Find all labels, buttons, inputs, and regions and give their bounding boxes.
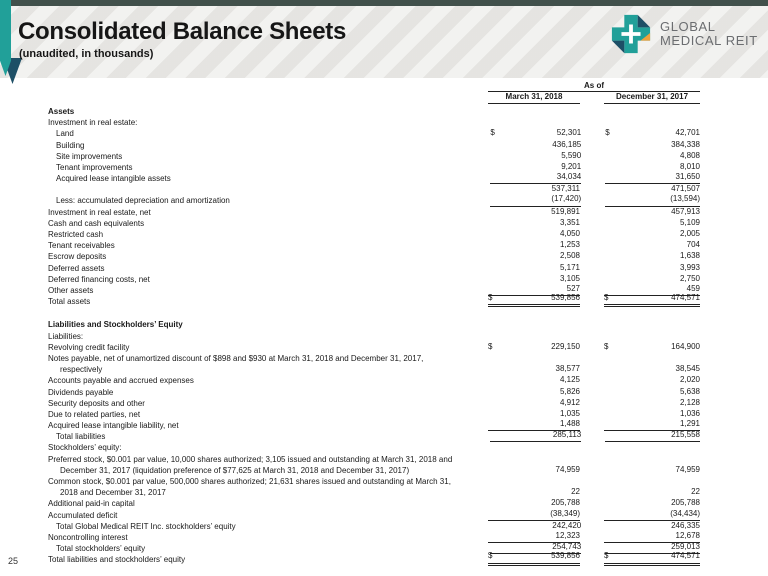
row-label: Total liabilities [56,432,106,442]
table-row [48,375,700,386]
table-row [48,353,700,375]
dollar-sign: $ [604,551,609,561]
value: 457,913 [671,206,700,216]
value: (13,594) [670,194,700,204]
row-label: Revolving credit facility [48,342,130,352]
table-row [48,442,700,453]
table-row [48,420,700,431]
row-label: Investment in real estate, net [48,207,151,217]
table-row [48,218,700,229]
row-label: Less: accumulated depreciation and amortization [56,196,230,206]
value-cell-c2 [604,292,700,307]
value: 5,826 [559,386,580,396]
value: 205,788 [551,498,580,508]
value-cell-c2 [605,429,700,442]
row-label: Site improvements [56,151,123,161]
page-number: 25 [8,556,19,566]
value: 4,808 [679,150,700,160]
value: 436,185 [552,139,582,149]
row-label: Liabilities and Stockholders’ Equity [48,320,183,330]
value: 1,488 [559,419,580,429]
value-cell-c1 [488,550,580,565]
row-label: Noncontrolling interest [48,532,128,542]
table-row [48,319,700,330]
row-label: Common stock, $0.001 par value, 500,000 shares authorized; 21,631 shares issued and outstanding at March 31, 2018 and December 31, 2017 [48,476,488,498]
table-row [48,196,700,207]
value: 2,020 [679,375,700,385]
value: 527 [566,283,580,293]
table-row [48,293,700,307]
value: 3,351 [559,217,580,227]
value: 259,013 [671,542,700,552]
value: 38,577 [555,364,580,374]
value: (34,434) [670,508,700,518]
value: 34,034 [556,172,582,182]
value: 285,113 [552,430,582,440]
table-row [48,240,700,251]
logo-line1: GLOBAL [660,19,716,34]
value: 1,291 [679,419,700,429]
page-title: Consolidated Balance Sheets [18,18,346,45]
logo-text [660,20,758,48]
row-label: Dividends payable [48,387,114,397]
value: 242,420 [552,520,582,530]
column-header-2017: December 31, 2017 [604,91,700,104]
value: 22 [571,487,580,497]
value: 5,171 [559,262,580,272]
row-label: Building [56,140,85,150]
dollar-sign: $ [488,293,493,303]
row-label-line2: respectively [60,365,103,375]
table-row [48,207,700,218]
column-header-2018: March 31, 2018 [488,91,580,104]
table-row [48,431,700,442]
row-label: Stockholders’ equity: [48,443,122,453]
value: (38,349) [550,508,580,518]
value: 474,571 [671,293,700,303]
table-row [48,128,700,139]
table-row [48,106,700,117]
table-row [48,274,700,285]
value: 2,508 [559,251,580,261]
row-label: Investment in real estate: [48,118,138,128]
table-row [48,173,700,184]
dollar-sign: $ [604,293,609,303]
value-cell-c2 [604,550,700,565]
row-label: Accounts payable and accrued expenses [48,376,194,386]
row-label: Accumulated deficit [48,510,118,520]
table-row [48,409,700,420]
row-label: Acquired lease intangible assets [56,174,171,184]
table-row [48,184,700,195]
dollar-sign: $ [605,128,610,138]
table-row [48,543,700,554]
table-row [48,532,700,543]
value-cell-c2 [604,330,700,331]
row-label: Escrow deposits [48,252,107,262]
row-label: Cash and cash equivalents [48,218,145,228]
table-row [48,454,700,476]
value: 537,311 [551,184,580,194]
row-label: Total Global Medical REIT Inc. stockholders’ equity [56,521,236,531]
value: 8,010 [679,161,700,171]
row-label: Restricted cash [48,230,104,240]
row-label: Deferred assets [48,263,105,273]
value-cell-c1 [488,341,580,353]
value: 1,638 [679,251,700,261]
value-cell-c2 [604,341,700,353]
row-label: Total assets [48,297,91,307]
value: 254,743 [552,542,582,552]
value: 2,128 [679,397,700,407]
row-label: Total liabilities and stockholders’ equity [48,555,186,565]
table-row [48,140,700,151]
value: 3,105 [559,273,580,283]
logo-line2: MEDICAL REIT [660,33,758,48]
value: 31,650 [675,172,700,182]
row-label-line2: 2018 and December 31, 2017 [60,488,166,498]
page-subtitle: (unaudited, in thousands) [19,48,154,60]
value: 4,050 [559,229,580,239]
table-row [48,551,700,565]
value: 12,678 [675,530,700,540]
table-row [48,387,700,398]
value: 38,545 [675,364,700,374]
table-row [48,229,700,240]
value-cell-c1 [488,116,580,117]
table-row [48,307,700,319]
value: 1,035 [559,408,580,418]
value: 1,253 [559,240,580,250]
value: 12,323 [555,530,580,540]
value-cell-c1 [488,330,580,331]
as-of-label: As of [488,80,700,92]
column-headers [48,92,700,104]
value: 215,558 [671,430,700,440]
table-row [48,117,700,128]
row-label: Notes payable, net of unamortized discount of $898 and $930 at March 31, 2018 and December 31, 2017, respectively [48,353,488,375]
balance-sheet-table [48,82,700,566]
value: 164,900 [671,341,700,351]
value-cell-c2 [604,464,700,476]
value-cell-c1 [488,464,580,476]
ribbon-icon [0,0,11,76]
value: 519,891 [551,206,580,216]
dollar-sign: $ [604,341,609,351]
value-cell-c1 [488,292,580,307]
row-label: Total stockholders’ equity [56,544,146,554]
value: 9,201 [561,161,582,171]
value-cell-c2 [604,116,700,117]
table-row [48,521,700,532]
value: 5,590 [561,150,582,160]
row-label: Land [56,129,74,139]
row-label: Acquired lease intangible liability, net [48,421,179,431]
row-label: Additional paid-in capital [48,499,135,509]
value: 74,959 [555,464,580,474]
dollar-sign: $ [490,128,495,138]
table-row [48,510,700,521]
value: 246,335 [671,520,700,530]
company-logo [610,13,758,55]
row-label: Tenant receivables [48,241,115,251]
row-label-line2: December 31, 2017 (liquidation preference of $77,625 at March 31, 2018 and December 31, 2017) [60,465,410,475]
row-label: Deferred financing costs, net [48,274,150,284]
value: 1,036 [679,408,700,418]
value: 229,150 [551,341,580,351]
value: 471,507 [671,184,700,194]
dollar-sign: $ [488,551,493,561]
table-rows [48,106,700,566]
row-label: Preferred stock, $0.001 par value, 10,000 shares authorized; 3,105 issued and outstanding at March 31, 2018 and December 31, 2017 (liquidation preference of $77,625 at March 31, 2018 and December 31, 2017) [48,454,488,476]
row-label: Security deposits and other [48,398,145,408]
value: 539,856 [551,293,580,303]
table-row [48,251,700,262]
value: 539,856 [551,551,580,561]
value-cell-c2 [604,453,700,454]
value: 704 [686,240,700,250]
row-label: Tenant improvements [56,162,133,172]
value: 384,338 [671,139,700,149]
row-label: Due to related parties, net [48,409,141,419]
value: 52,301 [556,128,582,138]
table-row [48,285,700,296]
medical-cross-icon [610,13,652,55]
as-of-header [48,82,700,92]
value: 5,638 [679,386,700,396]
table-row [48,498,700,509]
table-row [48,151,700,162]
table-row [48,162,700,173]
value: 2,750 [679,273,700,283]
value: (17,420) [551,194,582,204]
value: 4,912 [559,397,580,407]
table-row [48,263,700,274]
row-label: Assets [48,106,75,116]
value: 3,993 [679,262,700,272]
table-row [48,398,700,409]
value-cell-c1 [490,429,581,442]
row-label: Other assets [48,285,94,295]
value: 74,959 [675,464,700,474]
value: 459 [686,283,700,293]
value: 42,701 [675,128,700,138]
value: 5,109 [679,217,700,227]
value: 205,788 [671,498,700,508]
table-row [48,331,700,342]
value: 474,571 [671,551,700,561]
value: 4,125 [559,375,580,385]
value-cell-c1 [488,453,580,454]
table-row [48,342,700,353]
table-row [48,476,700,498]
row-label: Liabilities: [48,331,84,341]
value: 2,005 [679,229,700,239]
value: 22 [691,487,700,497]
dollar-sign: $ [488,341,493,351]
